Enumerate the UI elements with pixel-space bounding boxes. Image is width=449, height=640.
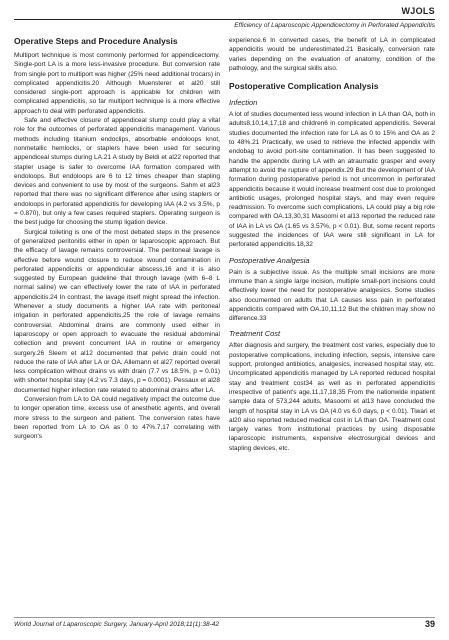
left-column (14, 36, 220, 441)
footer-rule (14, 617, 435, 618)
header-rule (14, 19, 435, 20)
paragraph: Pain is a subjective issue. As the multiple small incisions are more immune than a single large incision, multiple small-port incisions could effectively lower the need for postoperative analgesics. Some studies also documented on adults that LA causes less pain in perforated appendicitis compared with OA.10,11,12 But the children may show no difference.33 (229, 268, 435, 323)
subheading-analgesia: Postoperative Analgesia (229, 255, 310, 265)
right-column (229, 36, 435, 453)
page-number: 39 (424, 619, 435, 629)
paragraph: A lot of studies documented less wound infection in LA than OA, both in adults8,10,14,17,18 and children6 in complicated appendicitis. Several studies documented the infection rate for LA as 0 to 15% and OA as 2 to 48%.21 Practically, we used to retrieve the infected appendix with endobag to avoid port-site contamination. It has been suggested to handle the appendix during LA with an atraumatic grasper and every attempt to avoid the rupture of appendix.29 But the development of IAA formation during postoperative period is not uncommon in perforated appendicitis because it would increase treatment cost due to prolonged antibiotic usages, prolonged hospital stays, and may even require readmission. To overcome such complications, LA could play a big role compared with OA.13,30,31 Masoomi et al13 reported the reduced rate of IAA in LA vs OA (1.65 vs 3.57%, p < 0.01). But, some recent reports suggested the incidences of IAA were still significant in LA for perforated appendicitis.18,32 (229, 111, 435, 249)
paragraph: experience.6 In converted cases, the benefit of LA in complicated appendicitis would be underestimated.21 Basically, conversion rate varies depending on the evaluation of anatomy, condition of the pathology, and the surgical skills also. (229, 37, 435, 72)
subheading-infection: Infection (229, 98, 258, 108)
paragraph: After diagnosis and surgery, the treatment cost varies, especially due to postoperative complications, including infection, sepsis, intensive care support, prolonged antibiotics, analgesics, increased hospital stay, etc. Uncomplicated appendicitis managed by LA reported reduced hospital stay and treatment cost34 as well as in perforated appendicitis irrespective of patient's age.11,17,18,35 From the nationwide inpatient sample data of 573,244 adults, Masoomi et al13 have concluded the length of hospital stay in LA vs OA (4.0 vs 6.0 days, p < 0.01). Tiwari et al20 also reported reduced medical cost in LA than OA. Treatment cost largely varies from institutional practices by using disposable laparoscopic instruments, expensive electrosurgical devices and stapling devices, etc. (229, 342, 435, 452)
running-title: Efficiency of Laparoscopic Appendicectomy in Perforated Appendicitis (234, 22, 435, 29)
journal-abbrev: WJOLS (401, 6, 435, 16)
subheading-treatment-cost: Treatment Cost (229, 329, 281, 339)
paragraph: Conversion from LA to OA could negatively impact the outcome due to longer operation time, excess use of anesthetic agents, and overall more stress to the surgeon and patient. The conversion rates have been reported from LA to OA as 0 to 47%.7,17 correlating with surgeon's (14, 395, 220, 441)
paragraph: Safe and effective closure of appendiceal stump could play a vital role for the outcomes of perforated appendicitis management. Various methods including titanium endoclips, absorbable endoloops knot, nonmetallic hemlocks, or staplers have been used for securing appendiceal stumps during LA.21 A study by Beldi et al22 reported that stapler usage is safer to overcome IAA formation compared with endoloops. But endoloops are 6 to 12 times cheaper than stapling devices and convenient to use by most of the surgeons. Sahm et al23 reported that there was no significant difference after using staplers or endoloops in perforated appendicitis for developing IAA (4.2 vs 3.5%, p = 0.870), but only a few cases required staplers. Operating surgeon is the best judge for choosing the stump ligation device. (14, 117, 220, 227)
paragraph: Surgical toileting is one of the most debated steps in the presence of generalized peritonitis either in open or laparoscopic approach. But the efficacy of lavage remains controversial. The peritoneal lavage is effective before wound closure to reduce wound contamination in perforated appendicitis or appendicular abscess,16 and it is also suggested by European guideline that through lavage (with 6–8 L normal saline) we can effectively lower the rate of IAA in perforated appendicitis.24 In contrast, the lavage itself might spread the infection. Whenever a study documents a higher IAA rate with peritoneal irrigation in perforated appendicitis,25 the role of lavage remains controversial. Abdominal drains are commonly used either in laparoscopy or open approach to evacuate the residual abdominal collection and prevent concurrent IAA in routine or emergency surgery.26 Sleem et al12 documented that pelvic drain could not reduce the rate of IAA after LA or OA. Allemann et al27 reported overall less complication without drains vs with drain (7.7 vs 18.5%, p = 0.01) with shorter hospital stay (4.2 vs 7.3 days, p = 0.0001). Pessaux et al28 documented higher infection rate related to abdominal drains after LA. (14, 228, 220, 394)
section-heading-postoperative: Postoperative Complication Analysis (229, 81, 379, 92)
paragraph: Multiport technique is most commonly performed for appendicectomy. Single-port LA is a more less-invasive procedure. But conversion rate from single port to multiport was higher (25% need additional trocars) in complicated appendicitis.20 Although Muensterer et al20 still considered single-port approach is applicable for children with complicated appendicitis, so far multiport technique is a more effective approach to deal with perforated appendicitis. (14, 52, 220, 115)
section-heading-operative-steps: Operative Steps and Procedure Analysis (14, 36, 178, 46)
journal-citation: World Journal of Laparoscopic Surgery, January-April 2018;11(1):38-42 (14, 621, 219, 628)
